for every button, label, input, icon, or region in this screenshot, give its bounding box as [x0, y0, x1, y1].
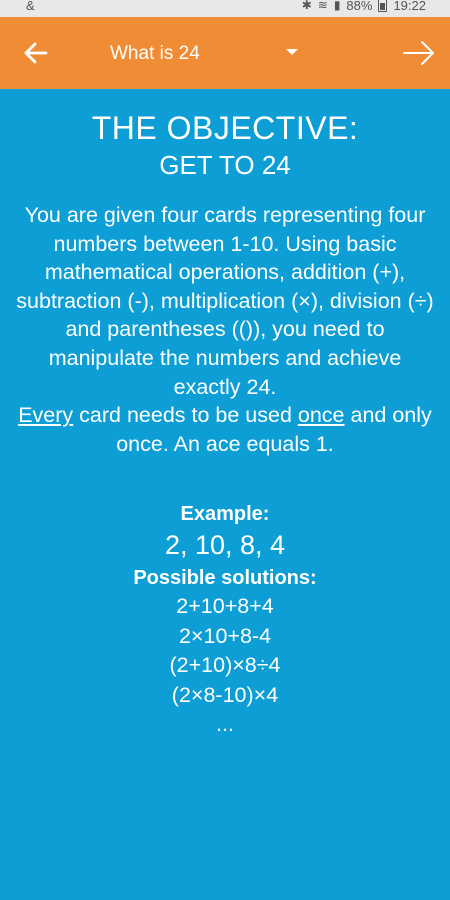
once-word: once [297, 403, 345, 428]
objective-panel [0, 89, 450, 900]
solution-item: (2+10)×8÷4 [169, 653, 281, 677]
bluetooth-icon: ✱ [301, 0, 312, 12]
solutions-label: Possible solutions: [133, 567, 317, 589]
example-label: Example: [180, 503, 270, 525]
caret-down-icon [286, 49, 298, 55]
arrow-left-icon [18, 35, 54, 71]
objective-title: THE OBJECTIVE: [91, 110, 359, 146]
solution-item: ... [216, 712, 234, 736]
status-right [302, 0, 426, 14]
solution-item: 2+10+8+4 [176, 594, 274, 618]
battery-icon [378, 0, 387, 12]
example-numbers: 2, 10, 8, 4 [164, 530, 286, 560]
title-dropdown[interactable] [98, 33, 308, 73]
solution-item: (2×8-10)×4 [171, 682, 279, 707]
signal-icon: ▮ [333, 0, 341, 12]
rules-mid: card needs to be used [73, 403, 298, 428]
status-bar [0, 0, 450, 17]
objective-subtitle: GET TO 24 [159, 150, 291, 180]
next-button[interactable] [400, 35, 438, 71]
battery-percent: 88% [346, 0, 373, 13]
rules-end: and only once. An ace equals 1. [116, 403, 432, 456]
page-title: What is 24 [110, 43, 200, 64]
solutions-list [0, 592, 450, 740]
solution-item: 2×10+8-4 [178, 623, 272, 648]
clock: 19:22 [393, 0, 426, 13]
arrow-right-icon [400, 35, 438, 71]
rules-text [14, 201, 436, 458]
wifi-icon: ≋ [317, 0, 328, 12]
app-bar [0, 17, 450, 89]
every-word: Every [18, 403, 74, 428]
rules-paragraph: You are given four cards representing four numbers between 1-10. Using basic mathematical operations, addition (+), subtraction (-), multiplication (×), division (÷) and parentheses (()), you need to manipulate the numbers and achieve exactly 24. [16, 203, 434, 399]
back-button[interactable] [18, 35, 54, 71]
status-left-icon: & [26, 0, 35, 13]
